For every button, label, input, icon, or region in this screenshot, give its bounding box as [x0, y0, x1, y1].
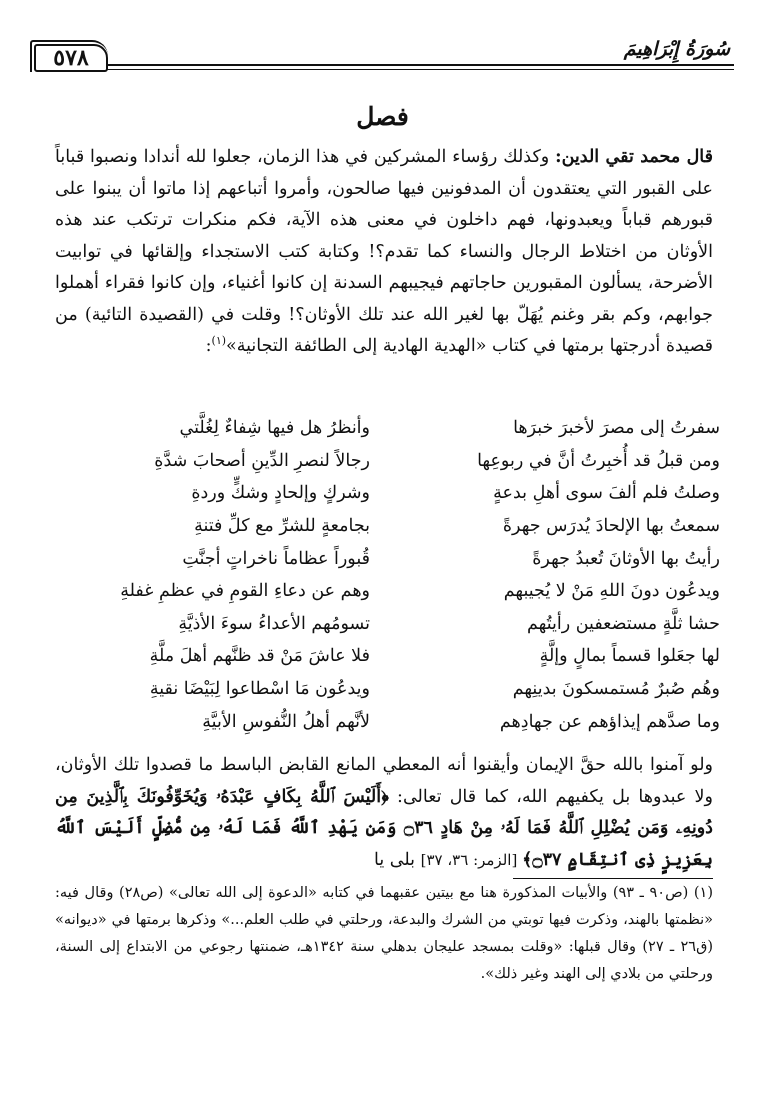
closing-paragraph — [55, 750, 713, 876]
page-number: ٥٧٨ — [34, 44, 108, 72]
speaker-name: قال محمد تقي الدين: — [555, 147, 713, 167]
section-heading: فصل — [356, 102, 409, 131]
verse-first-hemistich: سمعتُ بها الإلحادَ يُدرَس جهرةً — [502, 516, 720, 537]
verse-first-hemistich: وصلتُ فلم ألفَ سوى أهلِ بدعةٍ — [493, 483, 720, 504]
verse-first-hemistich: ومن قبلُ قد أُخبِرتُ أنَّ في ربوعِها — [477, 450, 720, 471]
footnote-divider — [513, 878, 713, 879]
intro-paragraph — [55, 142, 713, 363]
header-rule — [106, 64, 734, 66]
verse — [40, 445, 720, 478]
verse — [40, 608, 720, 641]
footnote: (١) (ص٩٠ ـ ٩٣) والأبيات المذكورة هنا مع بيتين عقبهما في كتابه «الدعوة إلى الله تعالى» (ص٢٨) وقال فيه: «نظمتها بالهند، وذكرت فيها توبتي من الشرك والبدعة، ورحلتي في طلب العلم...» وذكرها برمتها في «ديوانه» (ق٢٦ ـ ٢٧) وقال قبلها: «وقلت بمسجد عليجان بدهلي سنة ١٣٤٢هـ، ضمنتها رجوعي من الابتداع إلى السنة، ورحلتي من بلادي إلى الهند وغير ذلك». — [55, 885, 713, 982]
verse — [40, 412, 720, 445]
verse — [40, 575, 720, 608]
verse-second-hemistich: فلا عاشَ مَنْ قد ظنَّهم أهلَ ملَّةِ — [149, 646, 370, 667]
footnote-marker[interactable]: (١) — [211, 334, 227, 348]
intro-end: : — [205, 336, 212, 356]
verse-second-hemistich: ويدعُون مَا اسْطاعوا لِبَيْضَا نقيةِ — [149, 679, 370, 700]
verse-second-hemistich: تسومُهم الأعداءُ سوءَ الأذيَّةِ — [178, 613, 370, 634]
closing-text: ولو آمنوا بالله حقَّ الإيمان وأيقنوا أنه المعطي المانع القابض الباسط ما قصدوا تلك الأوثان، ولا عبدوها بل يكفيهم الله، كما قال تعالى: — [55, 755, 713, 807]
verse-first-hemistich: وهُم صُبرٌ مُستمسكونَ بدينِهم — [512, 679, 720, 700]
surah-title: سُورَةُ إِبْرَاهِيمَ — [623, 38, 730, 60]
verse-first-hemistich: حشا ثلَّةٍ مستضعفين رأيتُهم — [526, 613, 720, 634]
verse — [40, 510, 720, 543]
verse-second-hemistich: بجامعةٍ للشرِّ مع كلِّ فتنةِ — [194, 516, 370, 537]
verse — [40, 640, 720, 673]
verse-second-hemistich: وهم عن دعاءِ القومِ في عظمِ غفلةِ — [120, 581, 370, 602]
page-header — [34, 34, 734, 74]
verse-second-hemistich: قُبوراً عظاماً ناخراتٍ أجنَّتِ — [182, 548, 370, 569]
verse-first-hemistich: رأيتُ بها الأوثانَ تُعبدُ جهرةً — [532, 548, 720, 569]
verse — [40, 705, 720, 738]
verse — [40, 477, 720, 510]
verse-second-hemistich: لأنَّهم أهلُ النُّفوسِ الأبيَّةِ — [202, 711, 370, 732]
verse-reference: [الزمر: ٣٦، ٣٧] — [420, 850, 523, 869]
closing-tail: بلى يا — [373, 849, 421, 870]
verse — [40, 542, 720, 575]
verse-first-hemistich: ويدعُون دونَ اللهِ مَنْ لا يُجيبهم — [503, 581, 720, 602]
quran-verse: ﴿أَلَيْسَ ٱللَّهُ بِكَافٍ عَبْدَهُۥ وَيُخَوِّفُونَكَ بِٱلَّذِينَ مِن دُونِهِۦ وَمَن يُضْلِلِ ٱللَّهُ فَمَا لَهُۥ مِنْ هَادٍ ۝٣٦ وَمَن يَهْدِ ٱللَّهُ فَمَا لَهُۥ مِن مُّضِلٍّ أَلَيْسَ ٱللَّهُ بِعَزِيزٍ ذِى ٱنتِقَامٍ ۝٣٧﴾ — [55, 786, 713, 870]
poem — [40, 412, 720, 738]
verse-second-hemistich: رجالاً لنصرِ الدِّينِ أصحابَ شدَّةِ — [154, 450, 370, 471]
verse-first-hemistich: لها جعَلوا قسماً بمالٍ وإلَّةٍ — [539, 646, 720, 667]
intro-text: وكذلك رؤساء المشركين في هذا الزمان، جعلوا لله أندادا ونصبوا قباباً على القبور التي يعتقدون أن المدفونين فيها صالحون، وأمروا أتباعهم إذا ماتوا أن يبنوا على قبورهم قباباً ويعبدونها، فهم داخلون في معنى هذه الآية، فكم منكرات ترتكب عند هذه الأوثان من اختلاط الرجال والنساء كما تقدم؟! وكتابة كتب الاستجداء وإلقائها في توابيت الأضرحة، يسألون المقبورين حاجاتهم فيجيبهم السدنة إن كانوا أغنياء، وإن كانوا فقراء أهملوا جوابهم، وكم بقر وغنم يُهَلّ بها لغير الله عند تلك الأوثان؟! وقلت في (القصيدة التائية) من قصيدة أدرجتها برمتها في كتاب «الهدية الهادية إلى الطائفة التجانية» — [55, 147, 713, 356]
verse-first-hemistich: سفرتُ إلى مصرَ لأخبرَ خبرَها — [513, 418, 720, 439]
verse-first-hemistich: وما صدَّهم إيذاؤهم عن جهادِهم — [499, 711, 720, 732]
verse-second-hemistich: وأنظرُ هل فيها شِفاءٌ لِغُلَّتي — [179, 418, 370, 439]
verse — [40, 673, 720, 706]
verse-second-hemistich: وشركٍ وإلحادٍ وشكٍّ وردةِ — [191, 483, 370, 504]
